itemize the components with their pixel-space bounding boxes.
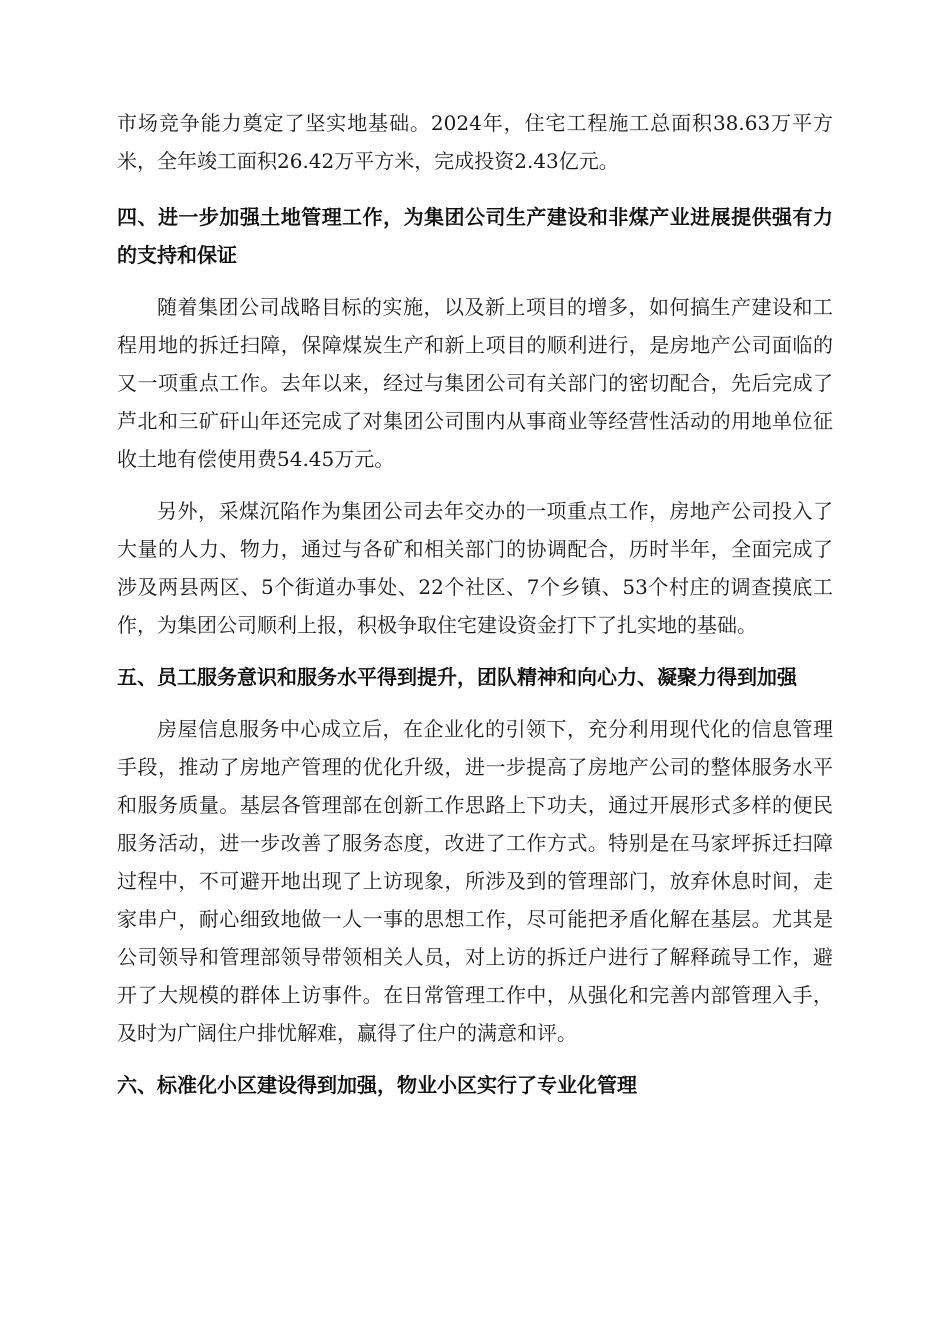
section-heading-5: 五、员工服务意识和服务水平得到提升，团队精神和向心力、凝聚力得到加强 xyxy=(117,665,797,689)
body-paragraph-land-management: 随着集团公司战略目标的实施，以及新上项目的增多，如何搞生产建设和工程用地的拆迁扫障，保障煤炭生产和新上项目的顺利进行，是房地产公司面临的又一项重点工作。去年以来，经过与集团公司有关部门的密切配合，先后完成了芦北和三矿矸山年还完成了对集团公司围内从事商业等经营性活动的用地单位征收土地有偿使用费54.45万元。 xyxy=(117,295,833,471)
continuation-paragraph: 市场竞争能力奠定了坚实地基础。2024年，住宅工程施工总面积38.63万平方米，全年竣工面积26.42万平方米，完成投资2.43亿元。 xyxy=(117,111,833,173)
section-heading-6: 六、标准化小区建设得到加强，物业小区实行了专业化管理 xyxy=(117,1073,637,1097)
body-paragraph-subsidence: 另外，采煤沉陷作为集团公司去年交办的一项重点工作，房地产公司投入了大量的人力、物力，通过与各矿和相关部门的协调配合，历时半年，全面完成了涉及两县两区、5个街道办事处、22个社区、7个乡镇、53个村庄的调查摸底工作，为集团公司顺利上报，积极争取住宅建设资金打下了扎实地的基础。 xyxy=(117,499,833,637)
body-paragraph-service-center: 房屋信息服务中心成立后，在企业化的引领下，充分利用现代化的信息管理手段，推动了房地产管理的优化升级，进一步提高了房地产公司的整体服务水平和服务质量。基层各管理部在创新工作思路上下功夫，通过开展形式多样的便民服务活动，进一步改善了服务态度，改进了工作方式。特别是在马家坪拆迁扫障过程中，不可避开地出现了上访现象，所涉及到的管理部门，放弃休息时间，走家串户，耐心细致地做一人一事的思想工作，尽可能把矛盾化解在基层。尤其是公司领导和管理部领导带领相关人员，对上访的拆迁户进行了解释疏导工作，避开了大规模的群体上访事件。在日常管理工作中，从强化和完善内部管理入手，及时为广阔住户排忧解难，赢得了住户的满意和评。 xyxy=(117,717,833,1045)
document-body xyxy=(117,104,833,1118)
section-heading-4: 四、进一步加强土地管理工作，为集团公司生产建设和非煤产业进展提供强有力的支持和保证 xyxy=(117,205,833,267)
